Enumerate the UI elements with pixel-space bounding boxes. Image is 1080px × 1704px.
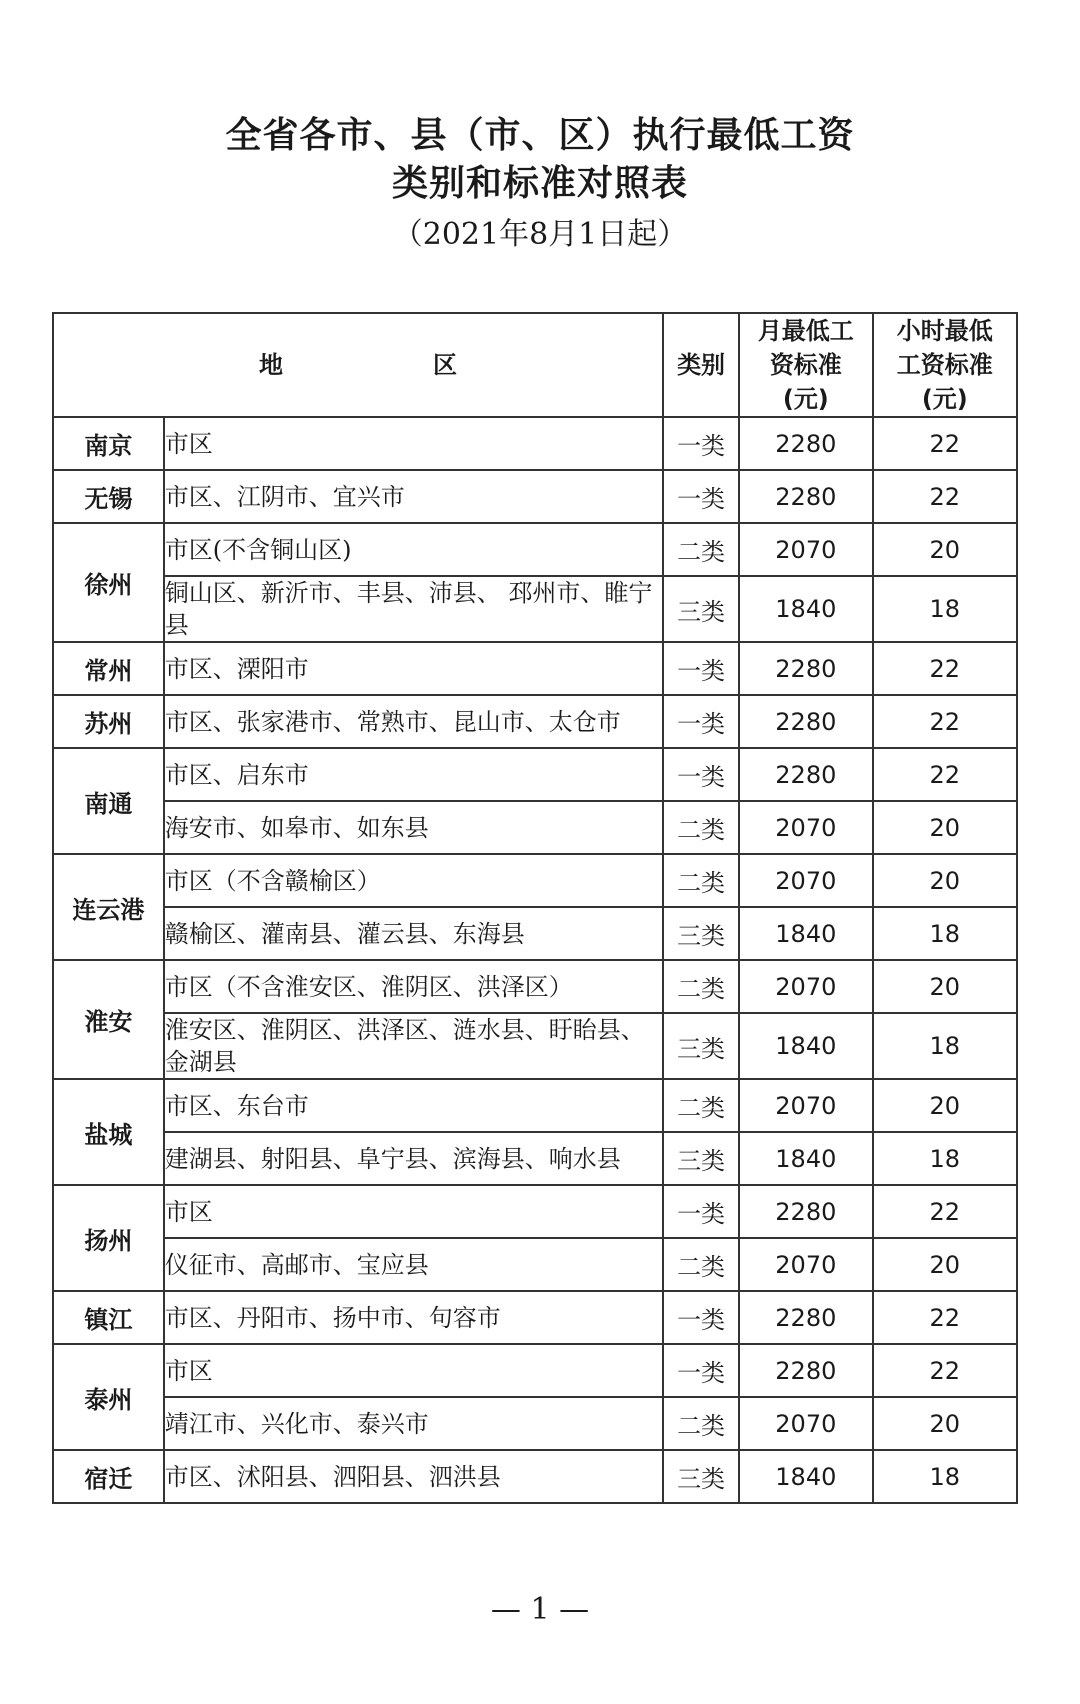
hourly-wage-cell: 18 [873, 576, 1017, 642]
monthly-wage-cell: 1840 [739, 1132, 873, 1185]
category-cell: 一类 [663, 1185, 739, 1238]
hourly-wage-cell: 22 [873, 1185, 1017, 1238]
category-cell: 三类 [663, 1013, 739, 1079]
area-cell: 市区、张家港市、常熟市、昆山市、太仓市 [164, 695, 663, 748]
category-cell: 一类 [663, 1291, 739, 1344]
city-cell: 镇江 [53, 1291, 164, 1344]
minimum-wage-table [52, 312, 1018, 1504]
header-monthly-line-2: 资标准 [769, 351, 842, 379]
table-row [53, 1397, 1017, 1450]
area-cell: 仪征市、高邮市、宝应县 [164, 1238, 663, 1291]
category-cell: 三类 [663, 907, 739, 960]
header-monthly-line-3: (元) [782, 385, 829, 413]
hourly-wage-cell: 22 [873, 695, 1017, 748]
hourly-wage-cell: 18 [873, 1450, 1017, 1503]
table-row [53, 695, 1017, 748]
category-cell: 一类 [663, 417, 739, 470]
header-region [53, 313, 663, 417]
monthly-wage-cell: 1840 [739, 1450, 873, 1503]
monthly-wage-cell: 2070 [739, 854, 873, 907]
area-cell: 淮安区、淮阴区、洪泽区、涟水县、盱眙县、金湖县 [164, 1013, 663, 1079]
hourly-wage-cell: 20 [873, 1238, 1017, 1291]
page-number: — 1 — [490, 1592, 590, 1627]
area-cell: 靖江市、兴化市、泰兴市 [164, 1397, 663, 1450]
area-cell: 市区 [164, 1344, 663, 1397]
hourly-wage-cell: 22 [873, 642, 1017, 695]
header-category: 类别 [663, 313, 739, 417]
monthly-wage-cell: 1840 [739, 1013, 873, 1079]
table-row [53, 907, 1017, 960]
monthly-wage-cell: 2280 [739, 470, 873, 523]
document-subtitle: （2021年8月1日起） [392, 217, 688, 252]
category-cell: 一类 [663, 470, 739, 523]
monthly-wage-cell: 2280 [739, 1291, 873, 1344]
monthly-wage-cell: 2280 [739, 417, 873, 470]
category-cell: 二类 [663, 1238, 739, 1291]
hourly-wage-cell: 18 [873, 1132, 1017, 1185]
document-title-line-1: 全省各市、县（市、区）执行最低工资 [225, 115, 855, 156]
monthly-wage-cell: 1840 [739, 907, 873, 960]
table-row [53, 748, 1017, 801]
hourly-wage-cell: 22 [873, 470, 1017, 523]
monthly-wage-cell: 2280 [739, 1185, 873, 1238]
document-title-line-2: 类别和标准对照表 [391, 163, 688, 204]
city-cell: 盐城 [53, 1079, 164, 1185]
area-cell: 建湖县、射阳县、阜宁县、滨海县、响水县 [164, 1132, 663, 1185]
city-cell: 淮安 [53, 960, 164, 1079]
category-cell: 二类 [663, 1397, 739, 1450]
monthly-wage-cell: 2070 [739, 1079, 873, 1132]
area-cell: 市区、东台市 [164, 1079, 663, 1132]
table-row [53, 960, 1017, 1013]
table-row [53, 1013, 1017, 1079]
document-header [0, 112, 1080, 258]
table-row [53, 1291, 1017, 1344]
monthly-wage-cell: 2070 [739, 801, 873, 854]
area-cell: 市区（不含淮安区、淮阴区、洪泽区） [164, 960, 663, 1013]
table-row [53, 642, 1017, 695]
table-row [53, 470, 1017, 523]
table-row [53, 1238, 1017, 1291]
header-hourly-line-2: 工资标准 [896, 351, 993, 379]
category-cell: 一类 [663, 748, 739, 801]
monthly-wage-cell: 2070 [739, 1397, 873, 1450]
area-cell: 赣榆区、灌南县、灌云县、东海县 [164, 907, 663, 960]
city-cell: 苏州 [53, 695, 164, 748]
area-cell: 市区 [164, 417, 663, 470]
category-cell: 二类 [663, 1079, 739, 1132]
city-cell: 南通 [53, 748, 164, 854]
area-cell: 市区（不含赣榆区） [164, 854, 663, 907]
table-row [53, 854, 1017, 907]
monthly-wage-cell: 1840 [739, 576, 873, 642]
category-cell: 一类 [663, 695, 739, 748]
header-hourly-line-1: 小时最低 [896, 317, 993, 345]
hourly-wage-cell: 20 [873, 801, 1017, 854]
monthly-wage-cell: 2070 [739, 523, 873, 576]
header-region-char-2: 区 [433, 351, 458, 379]
area-cell: 市区、江阴市、宜兴市 [164, 470, 663, 523]
area-cell: 市区、启东市 [164, 748, 663, 801]
hourly-wage-cell: 18 [873, 1013, 1017, 1079]
table-row [53, 1450, 1017, 1503]
city-cell: 连云港 [53, 854, 164, 960]
header-hourly-line-3: (元) [921, 385, 968, 413]
area-cell: 市区、丹阳市、扬中市、句容市 [164, 1291, 663, 1344]
hourly-wage-cell: 22 [873, 1291, 1017, 1344]
category-cell: 一类 [663, 1344, 739, 1397]
hourly-wage-cell: 22 [873, 748, 1017, 801]
table-row [53, 1185, 1017, 1238]
hourly-wage-cell: 18 [873, 907, 1017, 960]
monthly-wage-cell: 2280 [739, 748, 873, 801]
city-cell: 南京 [53, 417, 164, 470]
monthly-wage-cell: 2070 [739, 960, 873, 1013]
category-cell: 二类 [663, 523, 739, 576]
category-cell: 二类 [663, 960, 739, 1013]
hourly-wage-cell: 20 [873, 1397, 1017, 1450]
area-cell: 市区(不含铜山区) [164, 523, 663, 576]
category-cell: 二类 [663, 801, 739, 854]
city-cell: 宿迁 [53, 1450, 164, 1503]
city-cell: 常州 [53, 642, 164, 695]
table-row [53, 1079, 1017, 1132]
city-cell: 泰州 [53, 1344, 164, 1450]
hourly-wage-cell: 20 [873, 960, 1017, 1013]
area-cell: 海安市、如皋市、如东县 [164, 801, 663, 854]
area-cell: 市区、溧阳市 [164, 642, 663, 695]
table-row [53, 523, 1017, 576]
monthly-wage-cell: 2070 [739, 1238, 873, 1291]
hourly-wage-cell: 22 [873, 417, 1017, 470]
table-row [53, 1132, 1017, 1185]
category-cell: 三类 [663, 1450, 739, 1503]
hourly-wage-cell: 22 [873, 1344, 1017, 1397]
city-cell: 徐州 [53, 523, 164, 642]
monthly-wage-cell: 2280 [739, 695, 873, 748]
hourly-wage-cell: 20 [873, 1079, 1017, 1132]
city-cell: 无锡 [53, 470, 164, 523]
hourly-wage-cell: 20 [873, 523, 1017, 576]
table-row [53, 1344, 1017, 1397]
table-row [53, 417, 1017, 470]
area-cell: 铜山区、新沂市、丰县、沛县、 邳州市、睢宁县 [164, 576, 663, 642]
table-row [53, 576, 1017, 642]
header-region-char-1: 地 [259, 351, 284, 379]
area-cell: 市区 [164, 1185, 663, 1238]
header-hourly-wage [873, 313, 1017, 417]
city-cell: 扬州 [53, 1185, 164, 1291]
monthly-wage-cell: 2280 [739, 1344, 873, 1397]
category-cell: 二类 [663, 854, 739, 907]
header-monthly-wage [739, 313, 873, 417]
monthly-wage-cell: 2280 [739, 642, 873, 695]
category-cell: 三类 [663, 1132, 739, 1185]
hourly-wage-cell: 20 [873, 854, 1017, 907]
table-header-row [53, 313, 1017, 417]
table-row [53, 801, 1017, 854]
category-cell: 三类 [663, 576, 739, 642]
header-monthly-line-1: 月最低工 [757, 317, 854, 345]
category-cell: 一类 [663, 642, 739, 695]
area-cell: 市区、沭阳县、泗阳县、泗洪县 [164, 1450, 663, 1503]
